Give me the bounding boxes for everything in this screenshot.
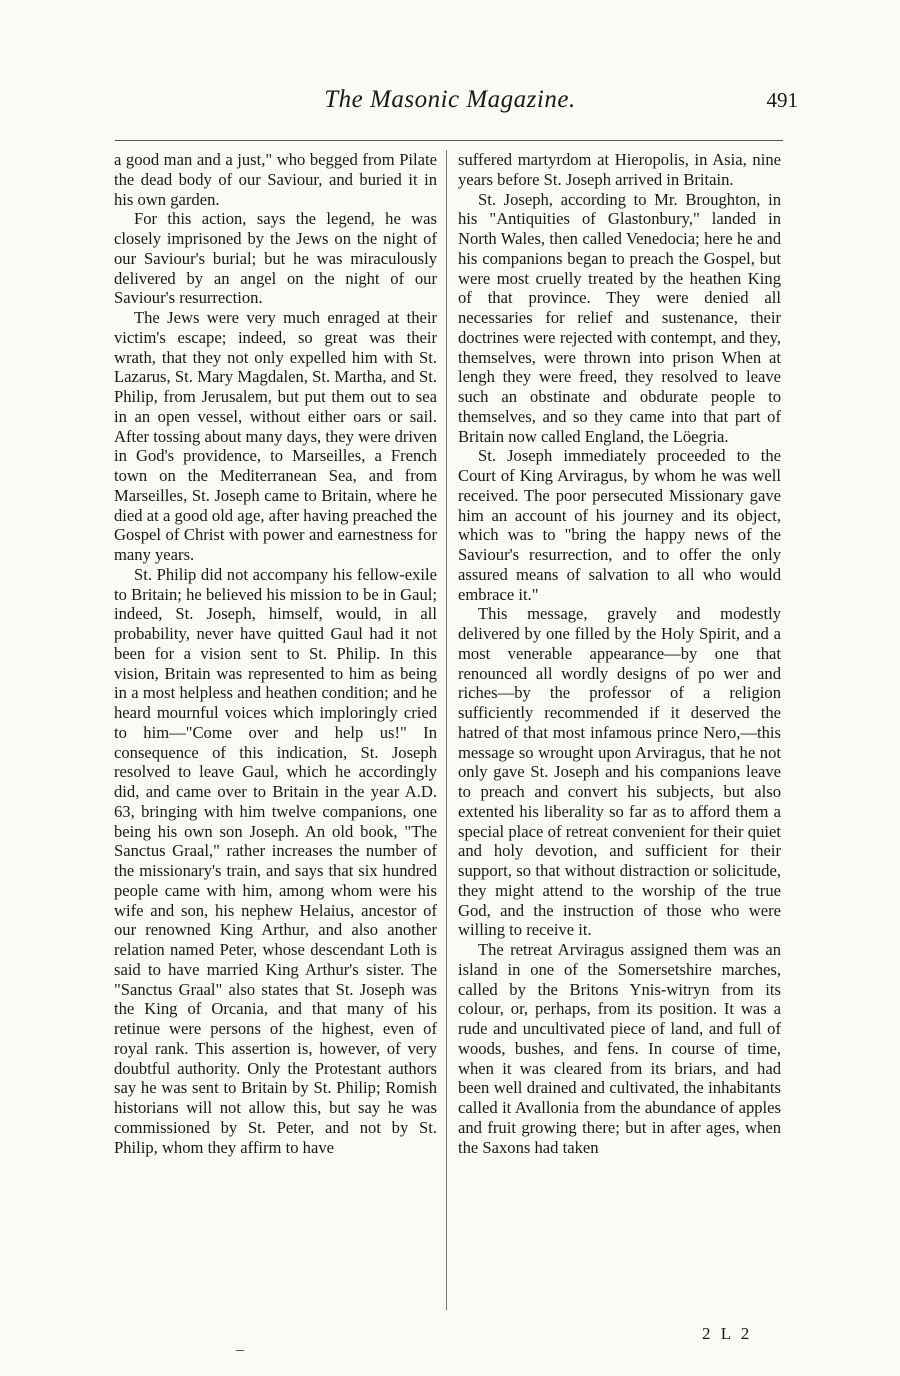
right-column — [458, 150, 781, 1157]
running-title: The Masonic Magazine. — [324, 86, 576, 113]
paragraph: a good man and a just," who begged from Pilate the dead body of our Saviour, and buried it in his own garden. — [114, 150, 437, 209]
page-number: 491 — [766, 88, 798, 112]
paragraph: For this action, says the legend, he was closely imprisoned by the Jews on the night of our Saviour's burial; but he was miraculously delivered by an angel on the night of our Saviour's resurrection. — [114, 209, 437, 308]
paragraph: St. Philip did not accompany his fellow-exile to Britain; he believed his mission to be in Gaul; indeed, St. Joseph, himself, would, in all probability, never have quitted Gaul had it not been for a vision sent to St. Philip. In this vision, Britain was represented to him as being in a most helpless and heathen condition; and he heard mournful voices which imploringly cried to him—"Come over and help us!" In consequence of this indication, St. Joseph resolved to leave Gaul, which he accordingly did, and came over to Britain in the year A.D. 63, bringing with him twelve companions, one being his own son Joseph. An old book, "The Sanctus Graal," rather increases the number of the missionary's train, and says that six hundred people came with him, among whom were his wife and son, his nephew Helaius, ancestor of our renowned King Arthur, and also another relation named Peter, whose descendant Loth is said to have married King Arthur's sister. The "Sanctus Graal" also states that St. Joseph was the King of Orcania, and that many of his retinue were persons of the highest, even of royal rank. This assertion is, however, of very doubtful authority. Only the Protestant authors say he was sent to Britain by St. Philip; Romish historians will not allow this, but say he was commissioned by St. Peter, and not by St. Philip, whom they affirm to have — [114, 564, 437, 1157]
stray-mark — [236, 1350, 244, 1351]
paragraph: St. Joseph immediately proceeded to the Court of King Arviragus, by whom he was well received. The poor persecuted Missionary gave him an account of his journey and its object, which was to "bring the happy news of the Saviour's resurrection, and to offer the only assured means of salvation to all who would embrace it." — [458, 446, 781, 604]
paragraph: suffered martyrdom at Hieropolis, in Asia, nine years before St. Joseph arrived in Britain. — [458, 150, 781, 189]
paragraph: This message, gravely and modestly delivered by one filled by the Holy Spirit, and a most venerable appearance—by one that renounced all wordly designs of po wer and riches—by the professor of a religion sufficiently recommended if it deserved the hatred of that most infamous prince Nero,—this message so wrought upon Arviragus, that he not only gave St. Joseph and his companions leave to preach and convert his subjects, but also extented his liberality so far as to afford them a special place of retreat convenient for their quiet and holy devotion, and sufficient for their support, so that without distraction or solicitude, they might attend to the worship of the true God, and the instruction of those who were willing to receive it. — [458, 604, 781, 940]
paragraph: The Jews were very much enraged at their victim's escape; indeed, so great was their wrath, that they not only expelled him with St. Lazarus, St. Mary Magdalen, St. Martha, and St. Philip, from Jerusalem, but put them out to sea in an open vessel, without either oars or sail. After tossing about many days, they were driven in God's providence, to Marseilles, a French town on the Mediterranean Sea, and from Marseilles, St. Joseph came to Britain, where he died at a good old age, after having preached the Gospel of Christ with power and earnestness for many years. — [114, 308, 437, 564]
signature-mark: 2 L 2 — [702, 1324, 753, 1343]
paragraph: The retreat Arviragus assigned them was an island in one of the Somersetshire marches, called by the Britons Ynis-witryn from its colour, or, perhaps, from its position. It was a rude and uncultivated piece of land, and full of woods, bushes, and fens. In course of time, when it was cleared from its briars, and had been well drained and cultivated, the inhabitants called it Avallonia from the abundance of apples and fruit growing there; but in after ages, when the Saxons had taken — [458, 940, 781, 1157]
left-column — [114, 150, 437, 1157]
column-divider — [446, 150, 447, 1310]
page-header — [0, 86, 900, 126]
header-rule — [115, 140, 783, 141]
paragraph: St. Joseph, according to Mr. Broughton, in his "Antiquities of Glastonbury," landed in North Wales, then called Venedocia; here he and his companions began to preach the Gospel, but were most cruelly treated by the heathen King of that province. They were denied all necessaries for relief and sustenance, their doctrines were rejected with contempt, and they, themselves, were thrown into prison When at lengh they were freed, they resolved to leave such an obstinate and obdurate people to themselves, and so they came into that part of Britain now called England, the Löegria. — [458, 189, 781, 446]
